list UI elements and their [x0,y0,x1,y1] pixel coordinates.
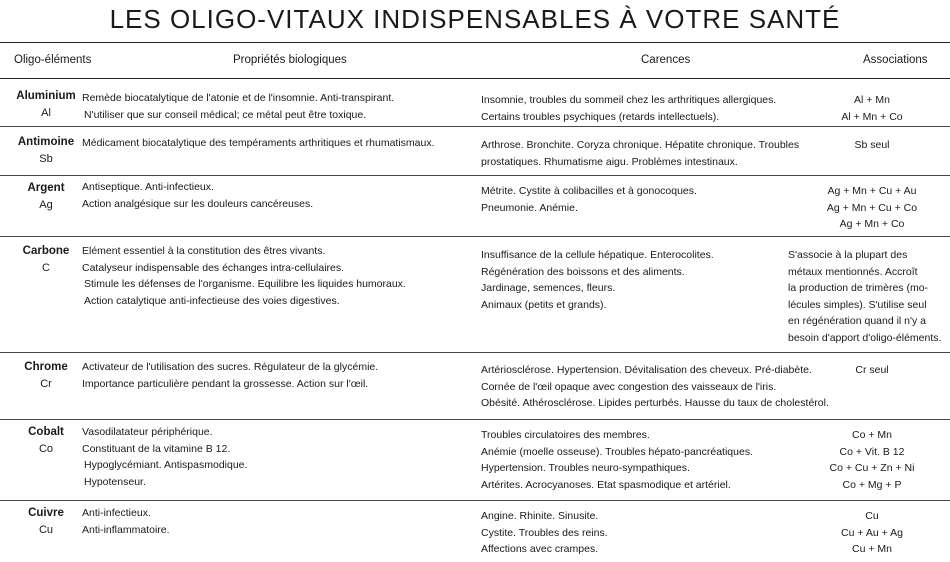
element-name: Antimoine [17,136,75,148]
deficiency-line: Hypertension. Troubles neuro-sympathiques. [481,462,690,474]
element-symbol: Co [38,442,54,455]
table-row-argent [0,176,950,237]
association-line: en régénération quand il n'y a [788,315,927,327]
deficiency-line: Artérites. Acrocyanoses. Etat spasmodique et artériel. [481,478,731,491]
element-cell [12,134,80,167]
deficiency-line: Pneumonie. Anémie. [481,201,578,214]
element-name: Chrome [24,361,68,373]
association-line: Cr seul [855,364,889,376]
property-line: Antiseptique. Anti-infectieux. [82,181,214,193]
association-line: Cu [865,510,879,522]
association-line: Cu + Mn [852,543,892,555]
associations-cell [808,92,936,125]
deficiency-line: Métrite. Cystite à colibacilles et à gonocoques. [481,185,697,197]
deficiency-line: Obésité. Athérosclérose. Lipides perturbés. Hausse du taux de cholestérol. [481,397,829,409]
property-line: Catalyseur indispensable des échanges intra-cellulaires. [82,261,345,274]
associations-cell [808,362,936,379]
deficiency-line: Anémie (moelle osseuse). Troubles hépato-pancréatiques. [481,445,753,458]
association-line: Co + Vit. B 12 [839,445,905,458]
deficiency-line: Insomnie, troubles du sommeil chez les arthritiques allergiques. [481,94,777,106]
property-line: Hypotenseur. [84,475,146,488]
association-line: métaux mentionnés. Accroît [788,265,918,278]
element-symbol: Ag [39,198,53,211]
property-line: Stimule les défenses de l'organisme. Equilibre les liquides humoraux. [84,278,406,290]
element-name: Argent [27,182,65,194]
header-element: Oligo-éléments [14,54,92,66]
property-line: Importance particulière pendant la grossesse. Action sur l'œil. [82,377,369,390]
header-associations: Associations [863,54,928,66]
element-cell [12,505,80,538]
property-line: Vasodilatateur périphérique. [82,426,213,438]
association-line: Cu + Au + Ag [841,526,903,539]
deficiency-line: Régénération des boissons et des aliments. [481,265,685,278]
page-title: LES OLIGO-VITAUX INDISPENSABLES À VOTRE SANTÉ [109,4,841,34]
associations-cell [808,508,936,558]
deficiencies-cell [481,427,753,493]
properties-cell [82,179,474,212]
properties-cell [82,243,474,309]
element-name: Cobalt [28,426,64,438]
deficiency-line: Angine. Rhinite. Sinusite. [481,510,599,522]
property-line: Anti-infectieux. [82,507,151,519]
properties-cell [82,135,474,152]
deficiency-line: Troubles circulatoires des membres. [481,429,650,441]
table-row-cobalt [0,420,950,501]
properties-cell [82,424,474,490]
deficiency-line: Affections avec crampes. [481,543,599,555]
deficiencies-cell [481,247,714,313]
element-name: Carbone [22,245,70,257]
deficiency-line: Artériosclérose. Hypertension. Dévitalisation des cheveux. Pré-diabète. [481,364,812,376]
header-properties: Propriétés biologiques [233,54,347,66]
association-line: Ag + Mn + Cu + Au [827,185,917,197]
table-header [0,42,950,79]
property-line: Constituant de la vitamine B 12. [82,442,231,455]
association-line: Sb seul [854,139,890,151]
table-row-carbone [0,237,950,353]
table-row-aluminium [0,79,950,127]
element-symbol: Cr [40,377,52,390]
deficiencies-cell [481,362,829,412]
deficiency-line: Certains troubles psychiques (retards intellectuels). [481,110,720,123]
element-symbol: Al [41,106,51,119]
element-symbol: Cu [38,523,54,536]
association-line: S'associe à la plupart des [788,249,908,261]
association-line: besoin d'apport d'oligo-éléments. [788,331,942,344]
deficiencies-cell [481,92,776,125]
association-line: la production de trimères (mo- [788,282,929,294]
element-name: Aluminium [16,90,76,102]
header-deficiencies: Carences [641,54,691,66]
property-line: Hypoglycémiant. Antispasmodique. [84,459,248,471]
deficiency-line: Animaux (petits et grands). [481,298,607,311]
property-line: Elément essentiel à la constitution des êtres vivants. [82,245,326,257]
deficiency-line: prostatiques. Rhumatisme aigu. Problèmes intestinaux. [481,155,738,168]
element-name: Cuivre [28,507,64,519]
associations-cell [808,137,936,154]
association-line: Co + Mn [852,429,892,441]
association-line: lécules simples). S'utilise seul [788,298,927,311]
associations-cell [788,247,942,346]
association-line: Al + Mn [854,94,890,106]
deficiency-line: Cornée de l'œil opaque avec congestion des vaisseaux de l'iris. [481,380,777,393]
element-symbol: C [42,261,50,274]
element-cell [12,243,80,276]
association-line: Co + Mg + P [842,478,902,491]
element-cell [12,424,80,457]
deficiencies-cell [481,183,697,216]
property-line: Médicament biocatalytique des tempéraments arthritiques et rhumatismaux. [82,137,435,149]
association-line: Co + Cu + Zn + Ni [829,462,915,474]
property-line: Action catalytique anti-infectieuse des voies digestives. [84,294,340,307]
property-line: Remède biocatalytique de l'atonie et de l'insomnie. Anti-transpirant. [82,92,395,104]
properties-cell [82,359,474,392]
deficiency-line: Cystite. Troubles des reins. [481,526,608,539]
association-line: Al + Mn + Co [841,110,903,123]
deficiency-line: Insuffisance de la cellule hépatique. Enterocolites. [481,249,714,261]
properties-cell [82,90,474,123]
deficiencies-cell [481,508,608,558]
table-row-antimoine [0,127,950,176]
property-line: N'utiliser que sur conseil médical; ce métal peut être toxique. [84,108,367,121]
table-row-cuivre [0,501,950,562]
element-cell [12,359,80,392]
element-cell [12,88,80,121]
associations-cell [808,427,936,493]
properties-cell [82,505,474,538]
property-line: Anti-inflammatoire. [82,523,170,536]
element-symbol: Sb [39,152,53,165]
deficiency-line: Jardinage, semences, fleurs. [481,282,616,294]
property-line: Action analgésique sur les douleurs cancéreuses. [82,197,314,210]
property-line: Activateur de l'utilisation des sucres. Régulateur de la glycémie. [82,361,379,373]
element-cell [12,180,80,213]
association-line: Ag + Mn + Co [839,218,905,230]
deficiency-line: Arthrose. Bronchite. Coryza chronique. Hépatite chronique. Troubles [481,139,800,151]
table-row-chrome [0,353,950,420]
associations-cell [808,183,936,233]
deficiencies-cell [481,137,799,170]
association-line: Ag + Mn + Cu + Co [826,201,918,214]
